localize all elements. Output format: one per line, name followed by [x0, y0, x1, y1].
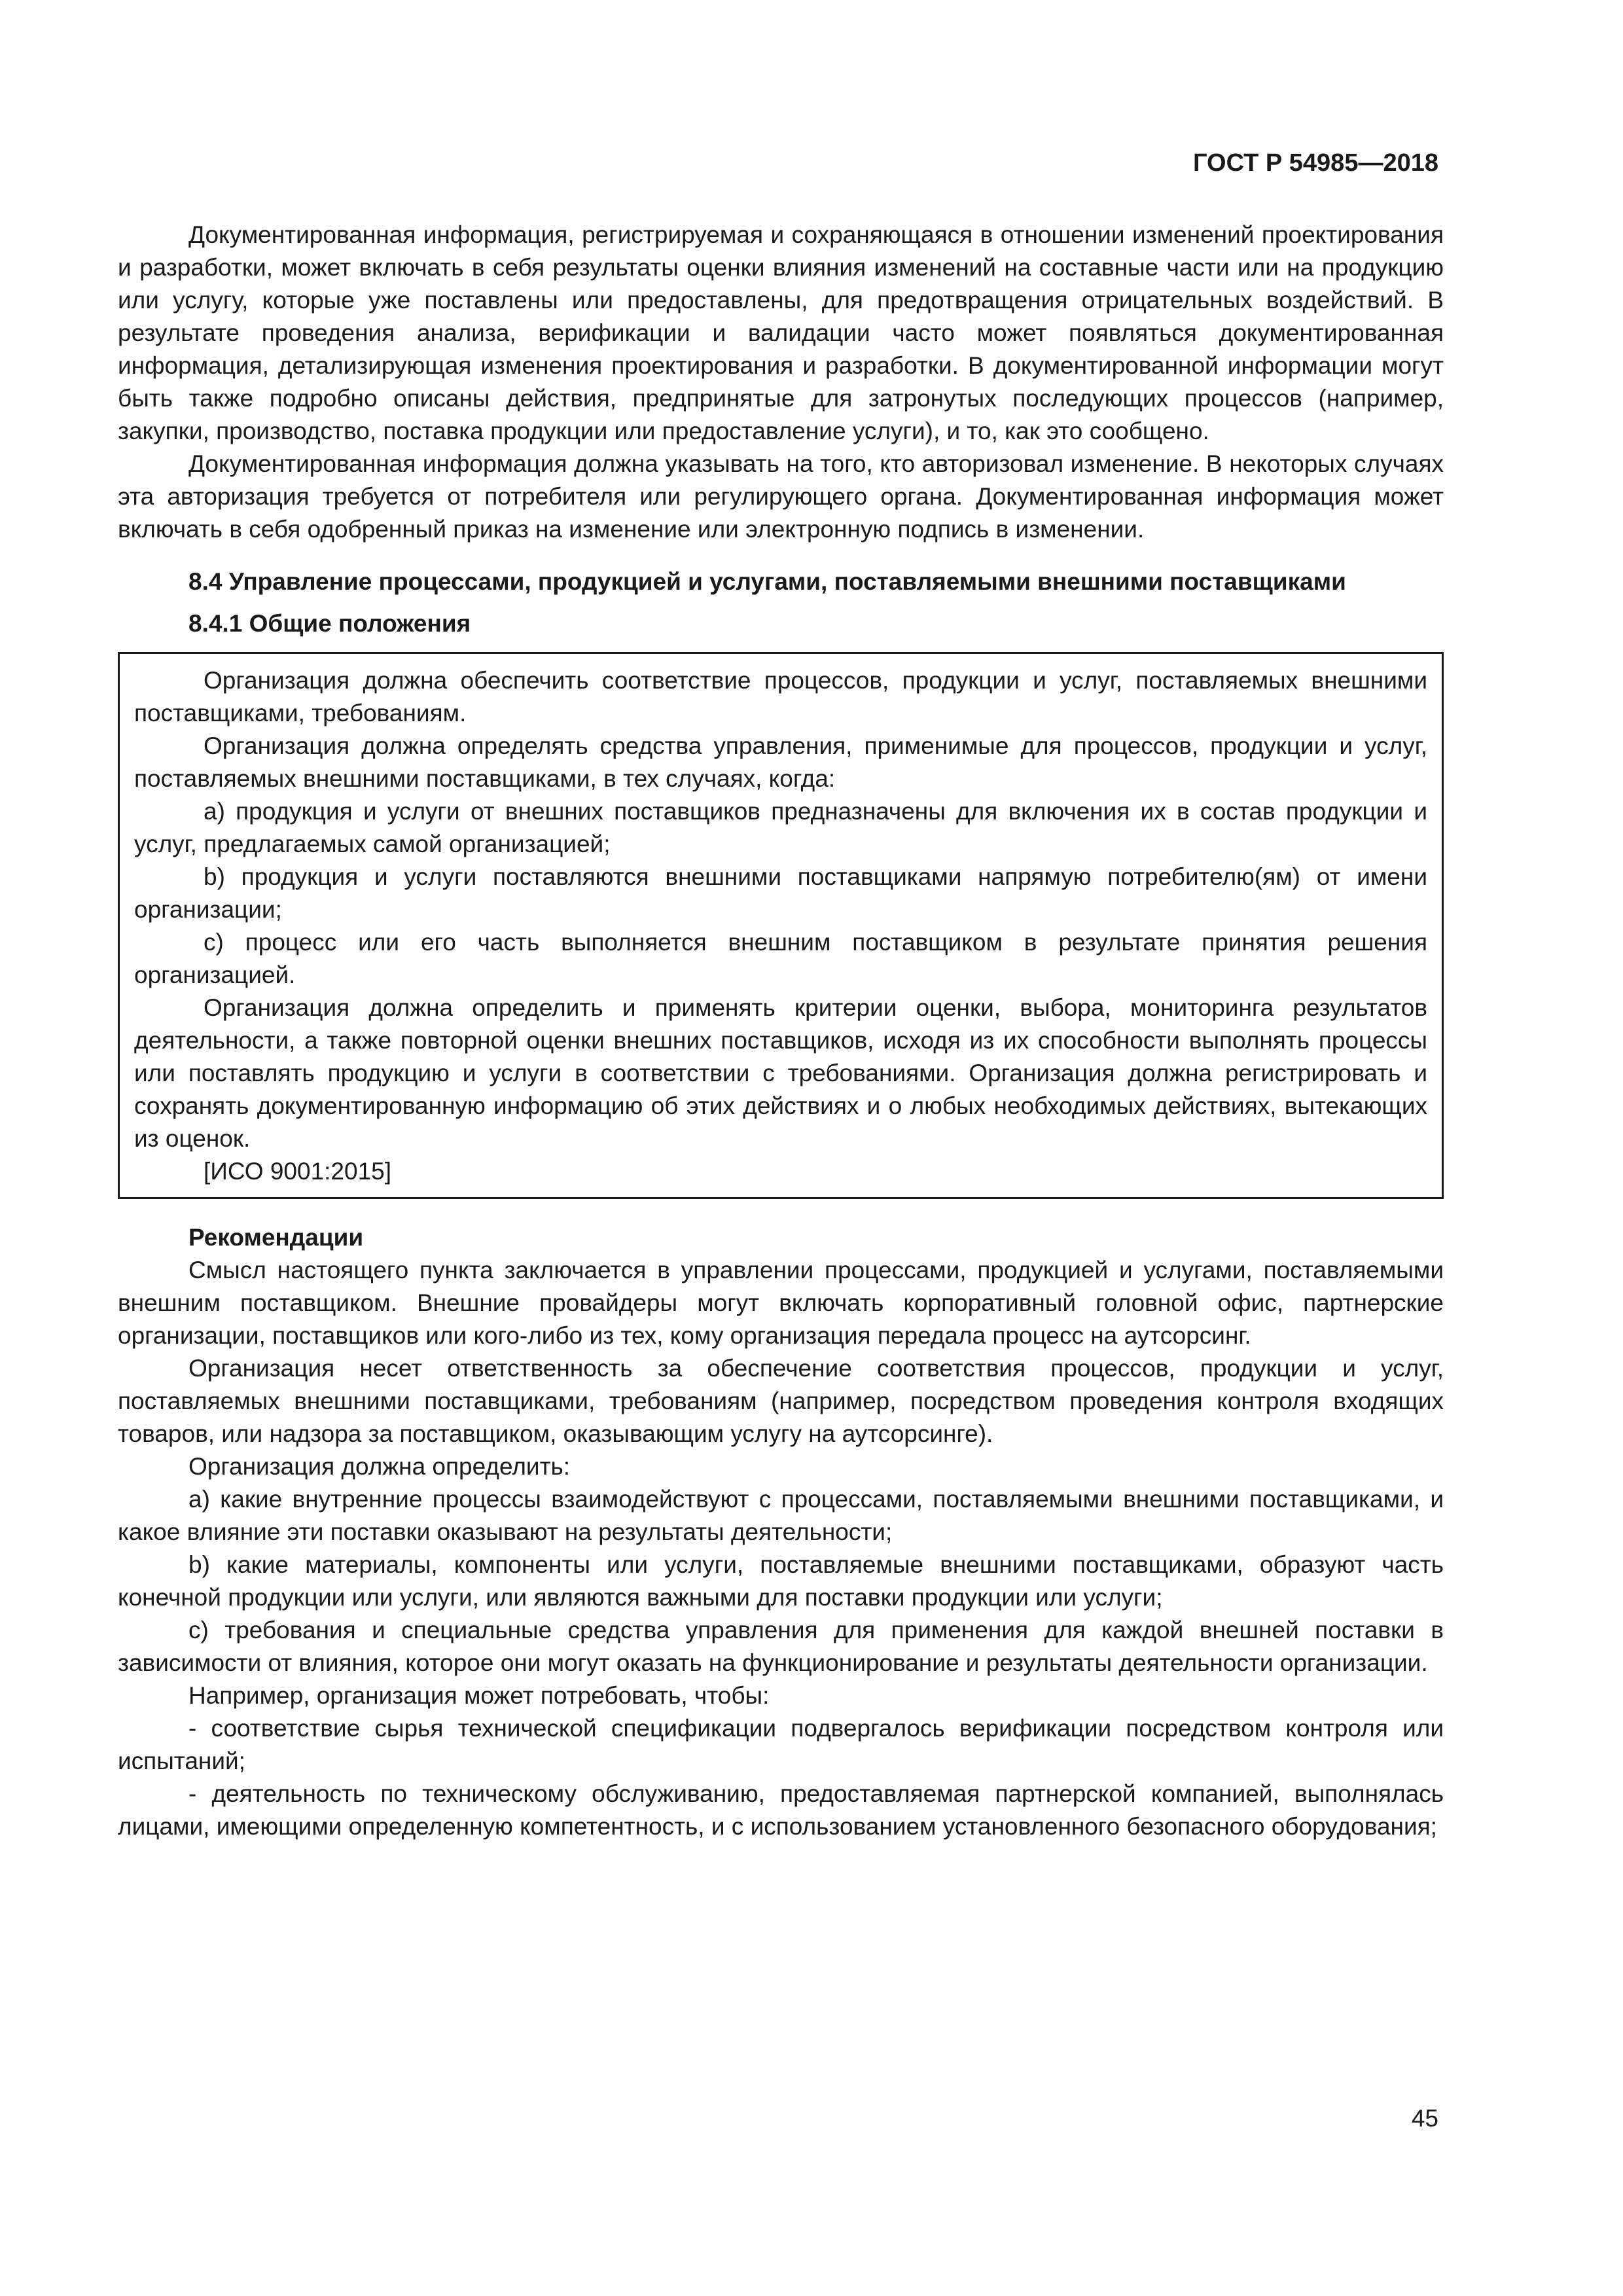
recommendation-list-item: a) какие внутренние процессы взаимодействуют с процессами, поставляемыми внешними поставщиками, и какое влияние эти поставки оказывают на результаты деятельности;	[118, 1486, 1444, 1545]
box-reference: [ИСО 9001:2015]	[204, 1158, 392, 1185]
recommendation-paragraph: Например, организация может потребовать, чтобы:	[188, 1682, 770, 1709]
recommendation-paragraph: Смысл настоящего пункта заключается в управлении процессами, продукцией и услугами, поставляемыми внешним поставщиком. Внешние провайдеры могут включать корпоративный головной офис, партнерские организации, поставщиков или кого-либо из тех, кому организация передала процесс на аутсорсинг.	[118, 1257, 1444, 1349]
recommendations-title: Рекомендации	[188, 1224, 364, 1251]
iso-quote-box	[118, 652, 1444, 1199]
box-paragraph: Организация должна обеспечить соответствие процессов, продукции и услуг, поставляемых внешними поставщиками, требованиям.	[134, 667, 1427, 726]
recommendation-dash-item: - деятельность по техническому обслуживанию, предоставляемая партнерской компанией, выполнялась лицами, имеющими определенную компетентность, и с использованием установленного безопасного оборудования;	[118, 1780, 1444, 1840]
document-code-header: ГОСТ Р 54985—2018	[1193, 149, 1438, 177]
recommendation-paragraph: Организация должна определить:	[188, 1453, 571, 1480]
box-list-item: a) продукция и услуги от внешних поставщиков предназначены для включения их в состав продукции и услуг, предлагаемых самой организацией;	[134, 798, 1427, 857]
section-heading: 8.4 Управление процессами, продукцией и услугами, поставляемыми внешними поставщиками	[188, 568, 1346, 595]
page-content	[118, 219, 1444, 1843]
page-number: 45	[1411, 2105, 1438, 2132]
box-paragraph: Организация должна определять средства управления, применимые для процессов, продукции и услуг, поставляемых внешними поставщиками, в тех случаях, когда:	[134, 732, 1427, 792]
box-paragraph: Организация должна определить и применять критерии оценки, выбора, мониторинга результатов деятельности, а также повторной оценки внешних поставщиков, исходя из их способности выполнять процессы или поставлять продукцию и услуги в соответствии с требованиями. Организация должна регистрировать и сохранять документированную информацию об этих действиях и о любых необходимых действиях, вытекающих из оценок.	[134, 994, 1427, 1152]
recommendation-list-item: b) какие материалы, компоненты или услуги, поставляемые внешними поставщиками, образуют часть конечной продукции или услуги, или являются важными для поставки продукции или услуги;	[118, 1551, 1444, 1611]
recommendation-list-item: c) требования и специальные средства управления для применения для каждой внешней поставки в зависимости от влияния, которое они могут оказать на функционирование и результаты деятельности организации.	[118, 1617, 1444, 1676]
intro-paragraph: Документированная информация, регистрируемая и сохраняющаяся в отношении изменений проектирования и разработки, может включать в себя результаты оценки влияния изменений на составные части или на продукцию или услугу, которые уже поставлены или предоставлены, для предотвращения отрицательных воздействий. В результате проведения анализа, верификации и валидации часто может появляться документированная информация, детализирующая изменения проектирования и разработки. В документированной информации могут быть также подробно описаны действия, предпринятые для затронутых последующих процессов (например, закупки, производство, поставка продукции или предоставление услуги), и то, как это сообщено.	[118, 221, 1444, 444]
intro-paragraph: Документированная информация должна указывать на того, кто авторизовал изменение. В некоторых случаях эта авторизация требуется от потребителя или регулирующего органа. Документированная информация может включать в себя одобренный приказ на изменение или электронную подпись в изменении.	[118, 450, 1444, 543]
box-list-item: b) продукция и услуги поставляются внешними поставщиками напрямую потребителю(ям) от имени организации;	[134, 863, 1427, 923]
recommendation-dash-item: - соответствие сырья технической спецификации подвергалось верификации посредством контроля или испытаний;	[118, 1715, 1444, 1774]
recommendation-paragraph: Организация несет ответственность за обеспечение соответствия процессов, продукции и услуг, поставляемых внешними поставщиками, требованиям (например, посредством проведения контроля входящих товаров, или надзора за поставщиком, оказывающим услугу на аутсорсинге).	[118, 1355, 1444, 1447]
box-list-item: c) процесс или его часть выполняется внешним поставщиком в результате принятия решения организацией.	[134, 929, 1427, 988]
subsection-heading: 8.4.1 Общие положения	[188, 610, 471, 637]
